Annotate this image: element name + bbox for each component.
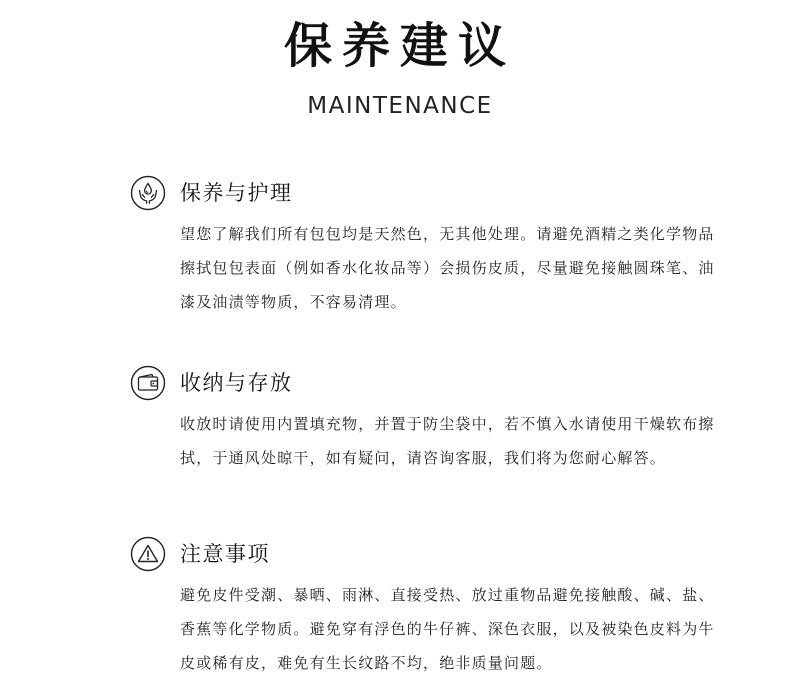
body-line: 收放时请使用内置填充物，并置于防尘袋中，若不慎入水请使用干燥软布擦 [180,415,715,433]
warning-triangle-icon [130,536,166,572]
body-line: 皮或稀有皮，难免有生长纹路不均，绝非质量问题。 [180,654,553,672]
body-line: 漆及油渍等物质，不容易清理。 [180,293,407,311]
page-subtitle: MAINTENANCE [307,93,493,119]
section-body [180,407,715,475]
hands-water-drop-icon [130,175,166,211]
body-line: 避免皮件受潮、暴晒、雨淋、直接受热、放过重物品避免接触酸、碱、盐、 [180,586,715,604]
body-line: 香蕉等化学物质。避免穿有浮色的牛仔裤、深色衣服，以及被染色皮料为牛 [180,620,715,638]
section-heading: 收纳与存放 [180,371,293,395]
section-heading: 保养与护理 [180,181,293,205]
body-line: 望您了解我们所有包包均是天然色，无其他处理。请避免酒精之类化学物品 [180,225,715,243]
body-line: 擦拭包包表面（例如香水化妆品等）会损伤皮质，尽量避免接触圆珠笔、油 [180,259,715,277]
section-heading: 注意事项 [180,542,270,566]
section-body [180,217,715,319]
section-body [180,578,715,680]
body-line: 拭，于通风处晾干，如有疑问，请咨询客服，我们将为您耐心解答。 [180,449,667,467]
wallet-icon [130,365,166,401]
page-title: 保养建议 [283,18,516,74]
